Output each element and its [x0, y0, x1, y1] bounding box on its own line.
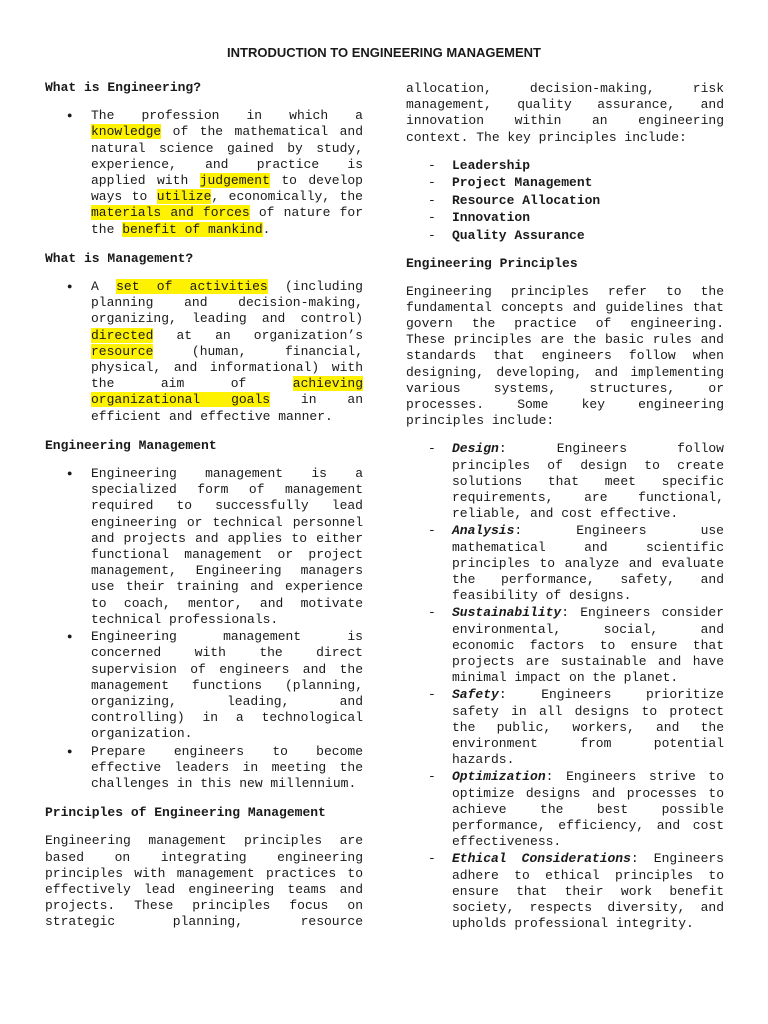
list-item [406, 174, 724, 192]
principles-paragraph-part2: allocation, decision-making, risk management, quality assurance, and innovation within an engineering context. The key principles include: [406, 81, 724, 145]
list-item [406, 605, 724, 686]
list-item [406, 523, 724, 604]
list-item [406, 851, 724, 932]
text-run: of nature for the [91, 205, 364, 237]
heading-principles-of-engineering-management: Principles of Engineering Management [45, 805, 326, 821]
highlight-judgement: judgement [199, 173, 270, 189]
engineering-definition-list [45, 108, 363, 238]
key-principle-quality-assurance: Quality Assurance [452, 227, 585, 243]
principle-term-design: Design [452, 441, 499, 457]
page-title: INTRODUCTION TO ENGINEERING MANAGEMENT [227, 45, 541, 60]
heading-engineering-management: Engineering Management [45, 437, 217, 453]
key-principle-project-management: Project Management [452, 175, 593, 191]
heading-engineering-principles: Engineering Principles [406, 256, 578, 272]
list-item [406, 441, 724, 522]
principle-description: : Engineers use mathematical and scientific principles to analyze and evaluate the performance, safety, and feasibility of designs. [452, 523, 724, 604]
principles-paragraph-part1: Engineering management principles are based on integrating engineering principles with management practices to effectively lead engineering teams and projects. These principles focus on strategic planning, resource [45, 833, 363, 930]
key-principle-innovation: Innovation [452, 210, 531, 226]
principle-description: : Engineers prioritize safety in all designs to protect the public, workers, and the environment from potential hazards. [452, 687, 724, 768]
list-item [406, 192, 724, 210]
engineering-definition-item [45, 108, 363, 238]
principle-description: : Engineers consider environmental, social, and economic factors to ensure that projects are sustainable and have minimal impact on the planet. [452, 605, 724, 686]
text-run: . [262, 221, 271, 237]
text-run: in an efficient and effective manner. [91, 392, 363, 424]
principle-term-sustainability: Sustainability [452, 605, 562, 621]
key-principles-list [406, 157, 724, 245]
management-definition-item [45, 279, 363, 425]
principle-term-optimization: Optimization [452, 769, 546, 785]
text-run: The profession in which a [91, 108, 363, 124]
highlight-set-of-activities: set of activities [116, 279, 268, 295]
left-column [45, 80, 363, 931]
highlight-resource: resource [91, 343, 154, 359]
list-item [406, 157, 724, 175]
principle-description: : Engineers adhere to ethical principles to ensure that their work benefit society, respects diversity, and upholds professional integrity. [452, 851, 724, 932]
management-definition-list [45, 279, 363, 425]
engineering-principles-intro: Engineering principles refer to the fundamental concepts and guidelines that govern the practice of engineering. These principles are the basic rules and standards that engineers follow when designing, developing, and implementing various systems, structures, or processes. Some key engineering principles include: [406, 283, 724, 429]
highlight-materials-forces: materials and forces [91, 205, 250, 221]
list-item: ● Engineering management is a specialized form of management required to successfully lead engineering or technical personnel and projects and applies to either functional management or project management, Engineering managers use their training and experience to coach, mentor, and motivate technical professionals. [45, 466, 363, 628]
engineering-management-list [45, 466, 363, 792]
engineering-principles-list [406, 441, 724, 932]
key-principle-leadership: Leadership [452, 157, 531, 173]
list-item [406, 687, 724, 768]
principle-term-analysis: Analysis [452, 523, 515, 539]
principle-description: : Engineers follow principles of design to create solutions that meet specific requirements, are functional, reliable, and cost effective. [452, 441, 724, 522]
heading-what-is-management: What is Management? [45, 250, 194, 266]
text-run: (human, financial, physical, and informational) with the aim of [91, 343, 363, 392]
highlight-directed: directed [91, 327, 154, 343]
key-principle-resource-allocation: Resource Allocation [452, 192, 601, 208]
text-run: to develop ways to [91, 173, 363, 205]
list-item [406, 227, 724, 245]
highlight-knowledge: knowledge [91, 124, 162, 140]
text-run: (including planning and decision-making, organizing, leading and control) [91, 279, 363, 327]
right-column [406, 81, 724, 932]
highlight-achieving-goals: achieving organizational goals [91, 376, 363, 408]
list-item: ● Engineering management is concerned with the direct supervision of engineers and the management functions (planning, organizing, leading, and controlling) in a technological organization. [45, 629, 363, 742]
highlight-benefit-mankind: benefit of mankind [122, 221, 263, 237]
text-run: at an organization’s [153, 327, 363, 343]
text-run: of the mathematical and natural science gained by study, experience, and practice is applied with [91, 124, 363, 189]
principle-description: : Engineers strive to optimize designs and processes to achieve the best possible performance, efficiency, and cost effectiveness. [452, 769, 724, 850]
principle-term-safety: Safety [452, 687, 499, 703]
principle-term-ethical-considerations: Ethical Considerations [452, 851, 631, 867]
text-run: , economically, the [211, 189, 363, 205]
heading-what-is-engineering: What is Engineering? [45, 80, 202, 95]
text-run: A [91, 279, 117, 295]
list-item [406, 769, 724, 850]
list-item: ● Prepare engineers to become effective leaders in meeting the challenges in this new millennium. [45, 744, 363, 793]
list-item [406, 209, 724, 227]
highlight-utilize: utilize [156, 189, 212, 205]
